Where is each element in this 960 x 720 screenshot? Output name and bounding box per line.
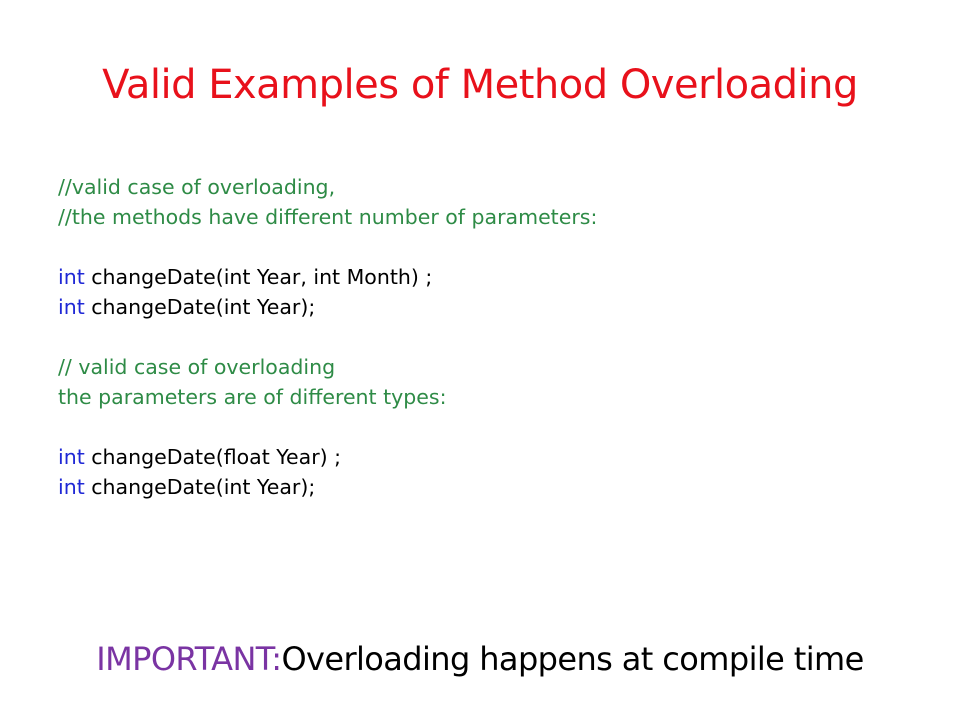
code-line	[58, 232, 938, 262]
code-comment: // valid case of overloading	[58, 355, 336, 379]
code-keyword: int	[58, 295, 85, 319]
code-text: changeDate(float Year) ;	[84, 445, 342, 469]
code-line	[58, 412, 938, 442]
code-keyword: int	[58, 445, 85, 469]
code-block	[58, 172, 938, 502]
code-comment: //the methods have different number of parameters:	[58, 205, 598, 229]
code-line	[58, 172, 938, 202]
code-line	[58, 202, 938, 232]
important-text: Overloading happens at compile time	[281, 640, 864, 678]
code-comment: //valid case of overloading,	[58, 175, 336, 199]
important-note	[0, 640, 960, 678]
important-label: IMPORTANT:	[96, 640, 282, 678]
code-text: changeDate(int Year);	[84, 475, 316, 499]
code-line	[58, 472, 938, 502]
slide-title: Valid Examples of Method Overloading	[102, 62, 858, 108]
code-text: changeDate(int Year);	[84, 295, 316, 319]
code-keyword: int	[58, 475, 85, 499]
code-keyword: int	[58, 265, 85, 289]
code-line	[58, 382, 938, 412]
code-line	[58, 292, 938, 322]
code-comment: the parameters are of different types:	[58, 385, 447, 409]
code-text: changeDate(int Year, int Month) ;	[84, 265, 433, 289]
code-line	[58, 352, 938, 382]
code-line	[58, 442, 938, 472]
code-line	[58, 262, 938, 292]
code-line	[58, 322, 938, 352]
